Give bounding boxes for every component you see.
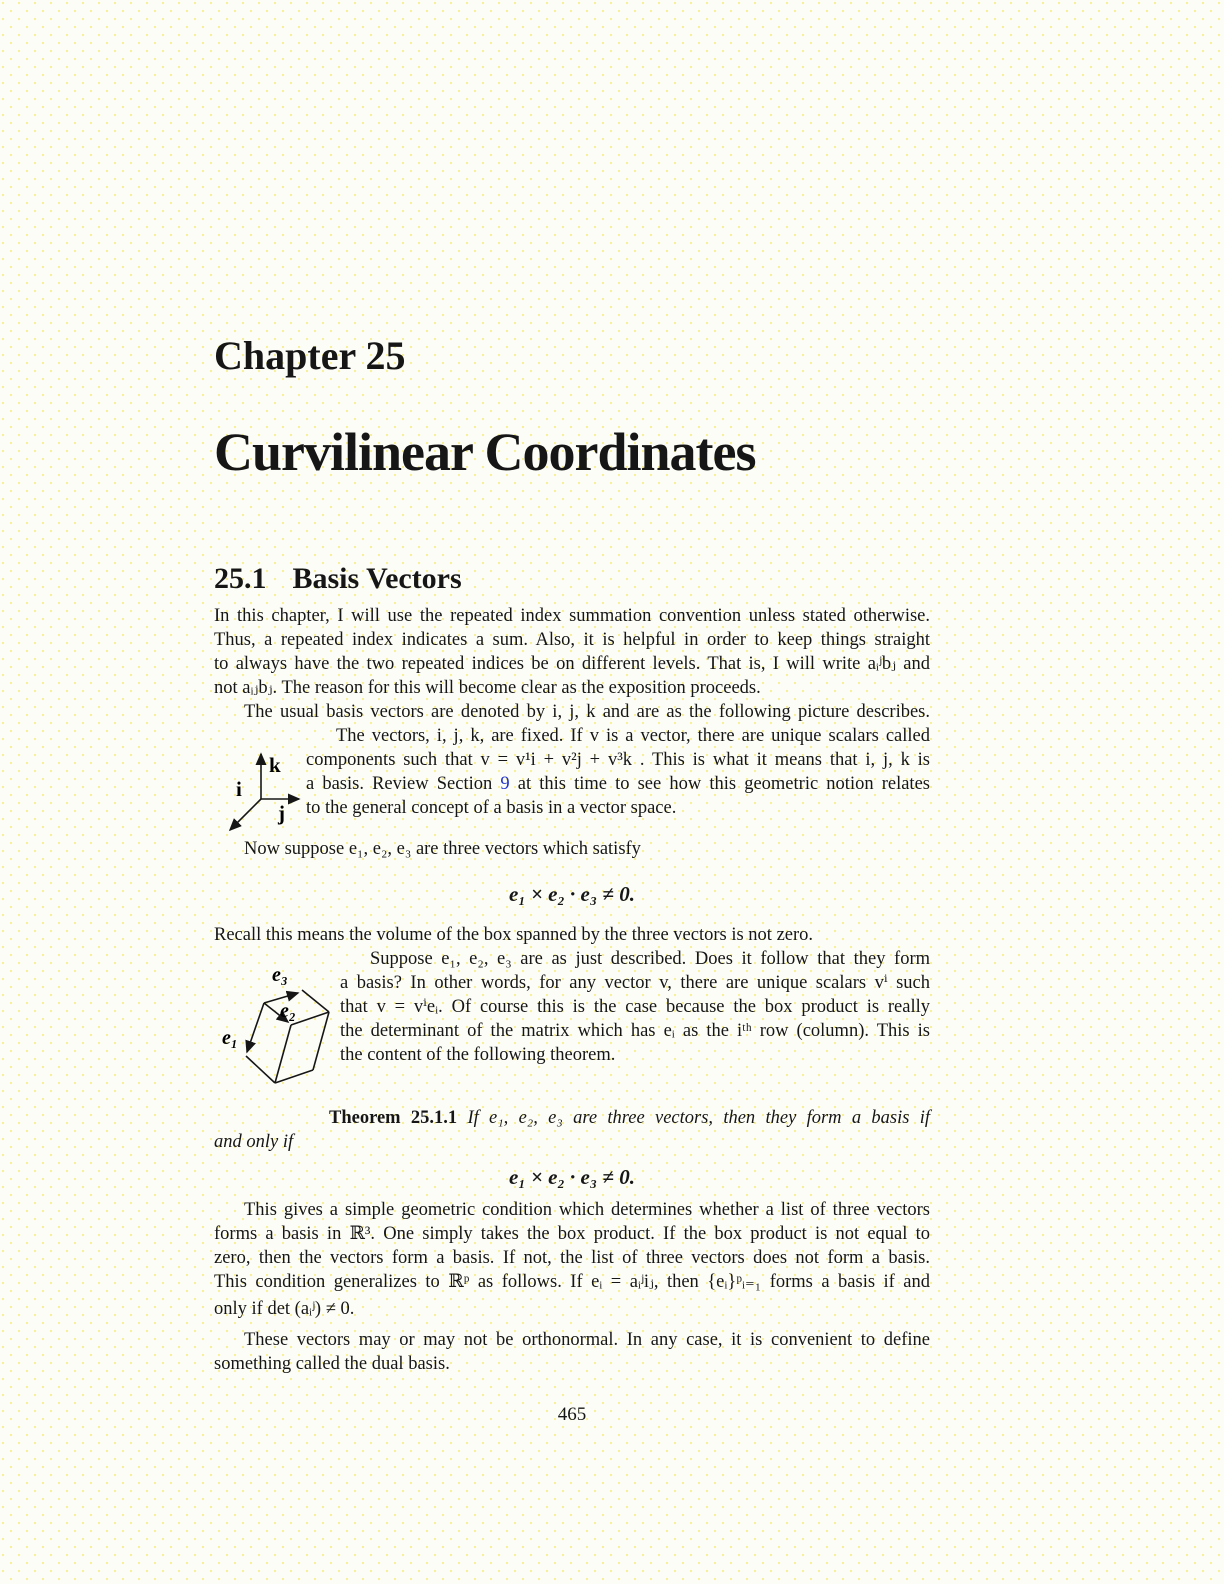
text-line: In this chapter, I will use the repeated index summation convention unless stated otherwise. xyxy=(214,606,930,626)
text-line: This gives a simple geometric condition which determines whether a list of three vectors xyxy=(244,1200,930,1220)
text-line: zero, then the vectors form a basis. If not, the list of three vectors does not form a basis. xyxy=(214,1248,930,1268)
chapter-heading: Chapter 25 xyxy=(214,333,406,378)
axes-figure xyxy=(214,724,306,837)
text-segment: at this time to see how this geometric notion relates xyxy=(509,774,930,794)
text-line: components such that v = v¹i + v²j + v³k . This is what it means that i, j, k is xyxy=(306,750,930,770)
box-figure xyxy=(214,947,340,1106)
box-edge xyxy=(275,1070,313,1083)
box-edge xyxy=(246,1056,275,1083)
e1-label: e₁ xyxy=(222,1027,238,1049)
axes-wrapped-text xyxy=(306,724,930,820)
text-line: a basis? In other words, for any vector v, there are unique scalars vⁱ such xyxy=(340,973,930,993)
paragraph-orthonormal xyxy=(214,1328,930,1376)
chapter-title: Curvilinear Coordinates xyxy=(214,422,756,482)
e3-label: e₃ xyxy=(272,964,288,986)
page-number: 465 xyxy=(557,1404,587,1425)
text-line: These vectors may or may not be orthonormal. In any case, it is convenient to define xyxy=(244,1330,930,1350)
i-axis-arrow xyxy=(230,799,261,830)
parallelepiped-diagram xyxy=(214,953,340,1101)
text-line: that v = vⁱeᵢ. Of course this is the case because the box product is really xyxy=(340,997,930,1017)
now-suppose-line: Now suppose e₁, e₂, e₃ are three vectors which satisfy xyxy=(244,839,641,859)
paragraph-intro xyxy=(214,604,930,700)
ijk-axes-diagram xyxy=(220,736,306,832)
section-title: Basis Vectors xyxy=(292,562,462,595)
text-line: Thus, a repeated index indicates a sum. Also, it is helpful in order to keep things straight xyxy=(214,630,930,650)
theorem-equation: e₁ × e₂ · e₃ ≠ 0. xyxy=(509,1165,635,1189)
i-axis-label: i xyxy=(236,777,242,801)
text-line xyxy=(306,772,930,796)
page-content xyxy=(214,0,930,1426)
text-segment: a basis. Review Section xyxy=(306,774,501,794)
section-number: 25.1 xyxy=(214,562,267,595)
text-line: Suppose e₁, e₂, e₃ are as just described. Does it follow that they form xyxy=(370,949,930,969)
k-axis-label: k xyxy=(269,753,281,777)
theorem-label: Theorem 25.1.1 xyxy=(329,1108,458,1128)
box-product-equation: e₁ × e₂ · e₃ ≠ 0. xyxy=(509,882,635,906)
text-line: something called the dual basis. xyxy=(214,1354,450,1374)
box-edge xyxy=(291,1012,329,1025)
text-line: to the general concept of a basis in a vector space. xyxy=(306,798,677,818)
section-9-link[interactable]: 9 xyxy=(500,774,510,794)
theorem-line2: and only if xyxy=(214,1132,294,1152)
text-line: only if det (aᵢʲ) ≠ 0. xyxy=(214,1299,355,1319)
theorem-statement: If e₁, e₂, e₃ are three vectors, then they form a basis if xyxy=(467,1108,930,1128)
box-figure-row xyxy=(214,947,930,1106)
e2-label: e₂ xyxy=(280,1000,296,1022)
section-heading xyxy=(214,562,930,596)
box-edge xyxy=(275,1025,291,1083)
box-edge xyxy=(302,990,329,1012)
recall-line: Recall this means the volume of the box spanned by the three vectors is not zero. xyxy=(214,925,814,945)
e1-arrow xyxy=(247,1003,264,1052)
text-line: to always have the two repeated indices be on different levels. That is, I will write aᵢʲbⱼ and xyxy=(214,654,930,674)
box-edge xyxy=(313,1012,329,1070)
text-line: not aᵢⱼbⱼ. The reason for this will become clear as the exposition proceeds. xyxy=(214,678,761,698)
box-wrapped-text xyxy=(340,947,930,1067)
text-line: The vectors, i, j, k, are fixed. If v is a vector, there are unique scalars called xyxy=(336,726,930,746)
axes-figure-row xyxy=(214,724,930,837)
text-line: the content of the following theorem. xyxy=(340,1045,616,1065)
text-line: This condition generalizes to ℝᵖ as follows. If eᵢ = aᵢʲiⱼ, then {eᵢ}ᵖᵢ₌₁ forms a basis if and xyxy=(214,1272,930,1292)
text-line: forms a basis in ℝ³. One simply takes the box product. If the box product is not equal to xyxy=(214,1224,930,1244)
j-axis-label: j xyxy=(278,801,285,825)
theorem-line1 xyxy=(329,1106,930,1130)
basis-vectors-line: The usual basis vectors are denoted by i, j, k and are as the following picture describes. xyxy=(244,702,930,722)
text-line: the determinant of the matrix which has eᵢ as the iᵗʰ row (column). This is xyxy=(340,1021,930,1041)
paragraph-geometric-condition xyxy=(214,1198,930,1324)
